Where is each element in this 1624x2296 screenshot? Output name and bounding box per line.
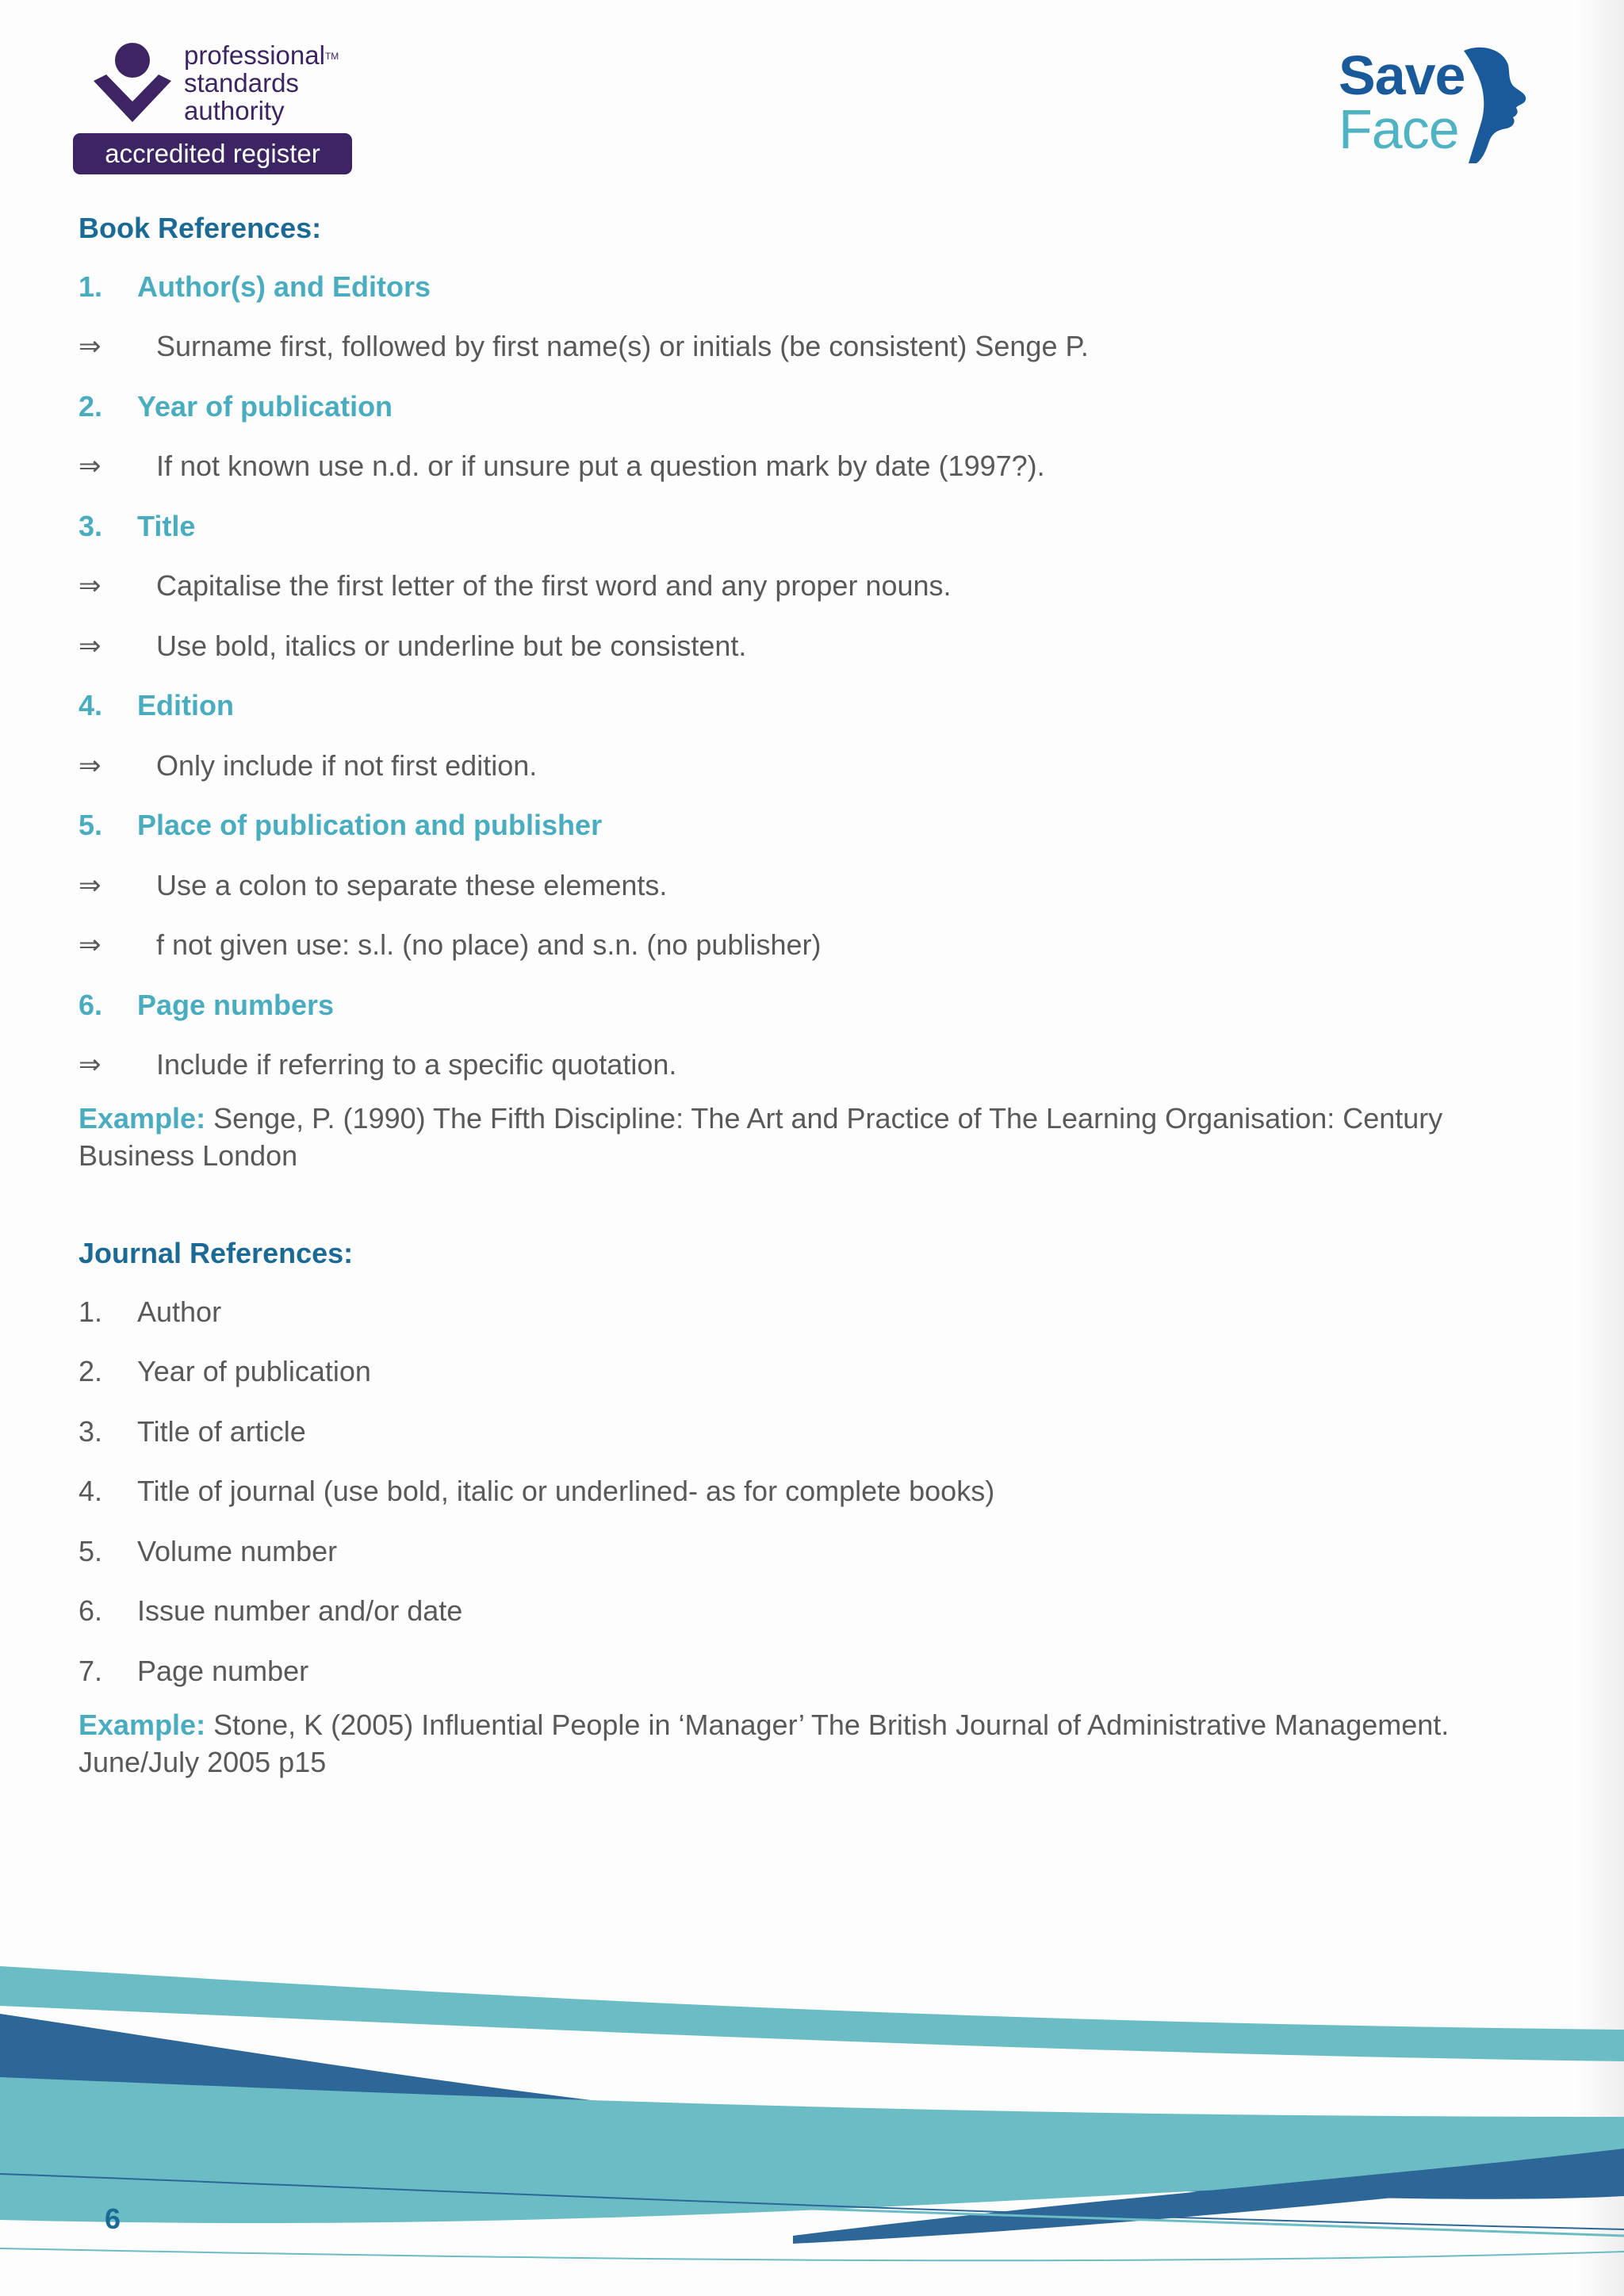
psa-line3: authority (184, 96, 285, 125)
journal-item (79, 1402, 1522, 1462)
book-item-bullet (79, 916, 1522, 976)
journal-item-text: Year of publication (137, 1355, 371, 1388)
example-text: Senge, P. (1990) The Fifth Discipline: The Art and Practice of The Learning Organisation: Century Business London (79, 1102, 1443, 1172)
book-example (79, 1100, 1522, 1174)
book-item-bullet (79, 1035, 1522, 1096)
journal-example (79, 1706, 1522, 1781)
book-item-bullet (79, 616, 1522, 676)
page-number: 6 (105, 2202, 121, 2235)
journal-item-number: 3. (79, 1414, 103, 1448)
main-content (79, 212, 1522, 1781)
journal-item (79, 1342, 1522, 1402)
book-item-heading (79, 496, 1522, 557)
bullet-text: Include if referring to a specific quotation. (156, 1048, 677, 1081)
journal-item (79, 1521, 1522, 1582)
bullet-text: Use bold, italics or underline but be consistent. (156, 629, 747, 662)
book-item-heading (79, 257, 1522, 317)
book-item-heading (79, 377, 1522, 437)
journal-references-list (79, 1282, 1522, 1701)
example-label: Example: (79, 1708, 206, 1741)
journal-item (79, 1641, 1522, 1701)
wave-band-top (0, 1966, 1624, 2061)
double-right-arrow-icon: ⇒ (79, 331, 102, 363)
psa-logo-text (184, 41, 339, 124)
book-item-title: Title (137, 509, 196, 542)
journal-item-number: 2. (79, 1355, 103, 1388)
journal-item-text: Volume number (137, 1534, 338, 1567)
journal-item (79, 1582, 1522, 1642)
double-right-arrow-icon: ⇒ (79, 570, 102, 603)
double-right-arrow-icon: ⇒ (79, 929, 102, 962)
journal-item-text: Title of journal (use bold, italic or underlined- as for complete books) (137, 1475, 995, 1508)
saveface-word-face: Face (1339, 98, 1459, 160)
journal-item-text: Title of article (137, 1414, 306, 1448)
face-profile-icon (1457, 44, 1530, 163)
book-item-title: Year of publication (137, 389, 393, 423)
bullet-text: f not given use: s.l. (no place) and s.n. (no publisher) (156, 928, 822, 962)
book-item-number: 1. (79, 270, 103, 303)
psa-badge: accredited register (73, 133, 352, 174)
double-right-arrow-icon: ⇒ (79, 629, 102, 662)
journal-item-number: 4. (79, 1475, 103, 1508)
bullet-text: Surname first, followed by first name(s) or initials (be consistent) Senge P. (156, 330, 1089, 363)
book-item-number: 4. (79, 689, 103, 722)
journal-item-number: 7. (79, 1654, 103, 1687)
double-right-arrow-icon: ⇒ (79, 869, 102, 901)
book-references-list (79, 257, 1522, 1095)
bullet-text: Capitalise the first letter of the first word and any proper nouns. (156, 569, 952, 603)
journal-item-number: 5. (79, 1534, 103, 1567)
journal-item-number: 1. (79, 1295, 103, 1328)
journal-item-text: Author (137, 1295, 222, 1328)
double-right-arrow-icon: ⇒ (79, 1049, 102, 1081)
book-item-title: Edition (137, 689, 234, 722)
book-item-title: Author(s) and Editors (137, 270, 431, 303)
book-item-bullet (79, 557, 1522, 617)
book-item-heading (79, 676, 1522, 737)
book-item-number: 6. (79, 988, 103, 1021)
psa-tm: TM (324, 51, 339, 62)
bullet-text: Use a colon to separate these elements. (156, 868, 668, 901)
psa-line1: professional (184, 40, 325, 70)
journal-item-text: Issue number and/or date (137, 1594, 463, 1628)
bullet-text: If not known use n.d. or if unsure put a question mark by date (1997?). (156, 450, 1045, 483)
psa-line2: standards (184, 68, 299, 98)
footer-wave-decoration (0, 1934, 1624, 2296)
journal-item (79, 1282, 1522, 1342)
saveface-logo (1339, 44, 1529, 163)
book-item-number: 5. (79, 809, 103, 842)
example-label: Example: (79, 1102, 206, 1135)
journal-item (79, 1462, 1522, 1522)
book-item-bullet (79, 317, 1522, 377)
wave-line-bottom (0, 2248, 1624, 2260)
wave-band-teal (0, 2077, 1624, 2223)
book-item-bullet (79, 437, 1522, 497)
example-text: Stone, K (2005) Influential People in ‘Manager’ The British Journal of Administrative Management. June/July 2005 p15 (79, 1708, 1450, 1778)
saveface-word-save: Save (1339, 44, 1465, 106)
book-item-title: Place of publication and publisher (137, 809, 603, 842)
book-item-number: 3. (79, 509, 103, 542)
book-item-heading (79, 796, 1522, 856)
bullet-text: Only include if not first edition. (156, 748, 538, 782)
psa-person-check-icon (89, 43, 176, 130)
double-right-arrow-icon: ⇒ (79, 749, 102, 782)
book-item-number: 2. (79, 389, 103, 423)
book-item-heading (79, 975, 1522, 1035)
book-item-bullet (79, 855, 1522, 916)
double-right-arrow-icon: ⇒ (79, 450, 102, 483)
book-item-title: Page numbers (137, 988, 335, 1021)
psa-logo (73, 40, 352, 176)
journal-item-number: 6. (79, 1594, 103, 1628)
journal-item-text: Page number (137, 1654, 309, 1687)
book-references-heading: Book References: (79, 212, 322, 244)
journal-references-heading: Journal References: (79, 1237, 354, 1269)
book-item-bullet (79, 736, 1522, 796)
